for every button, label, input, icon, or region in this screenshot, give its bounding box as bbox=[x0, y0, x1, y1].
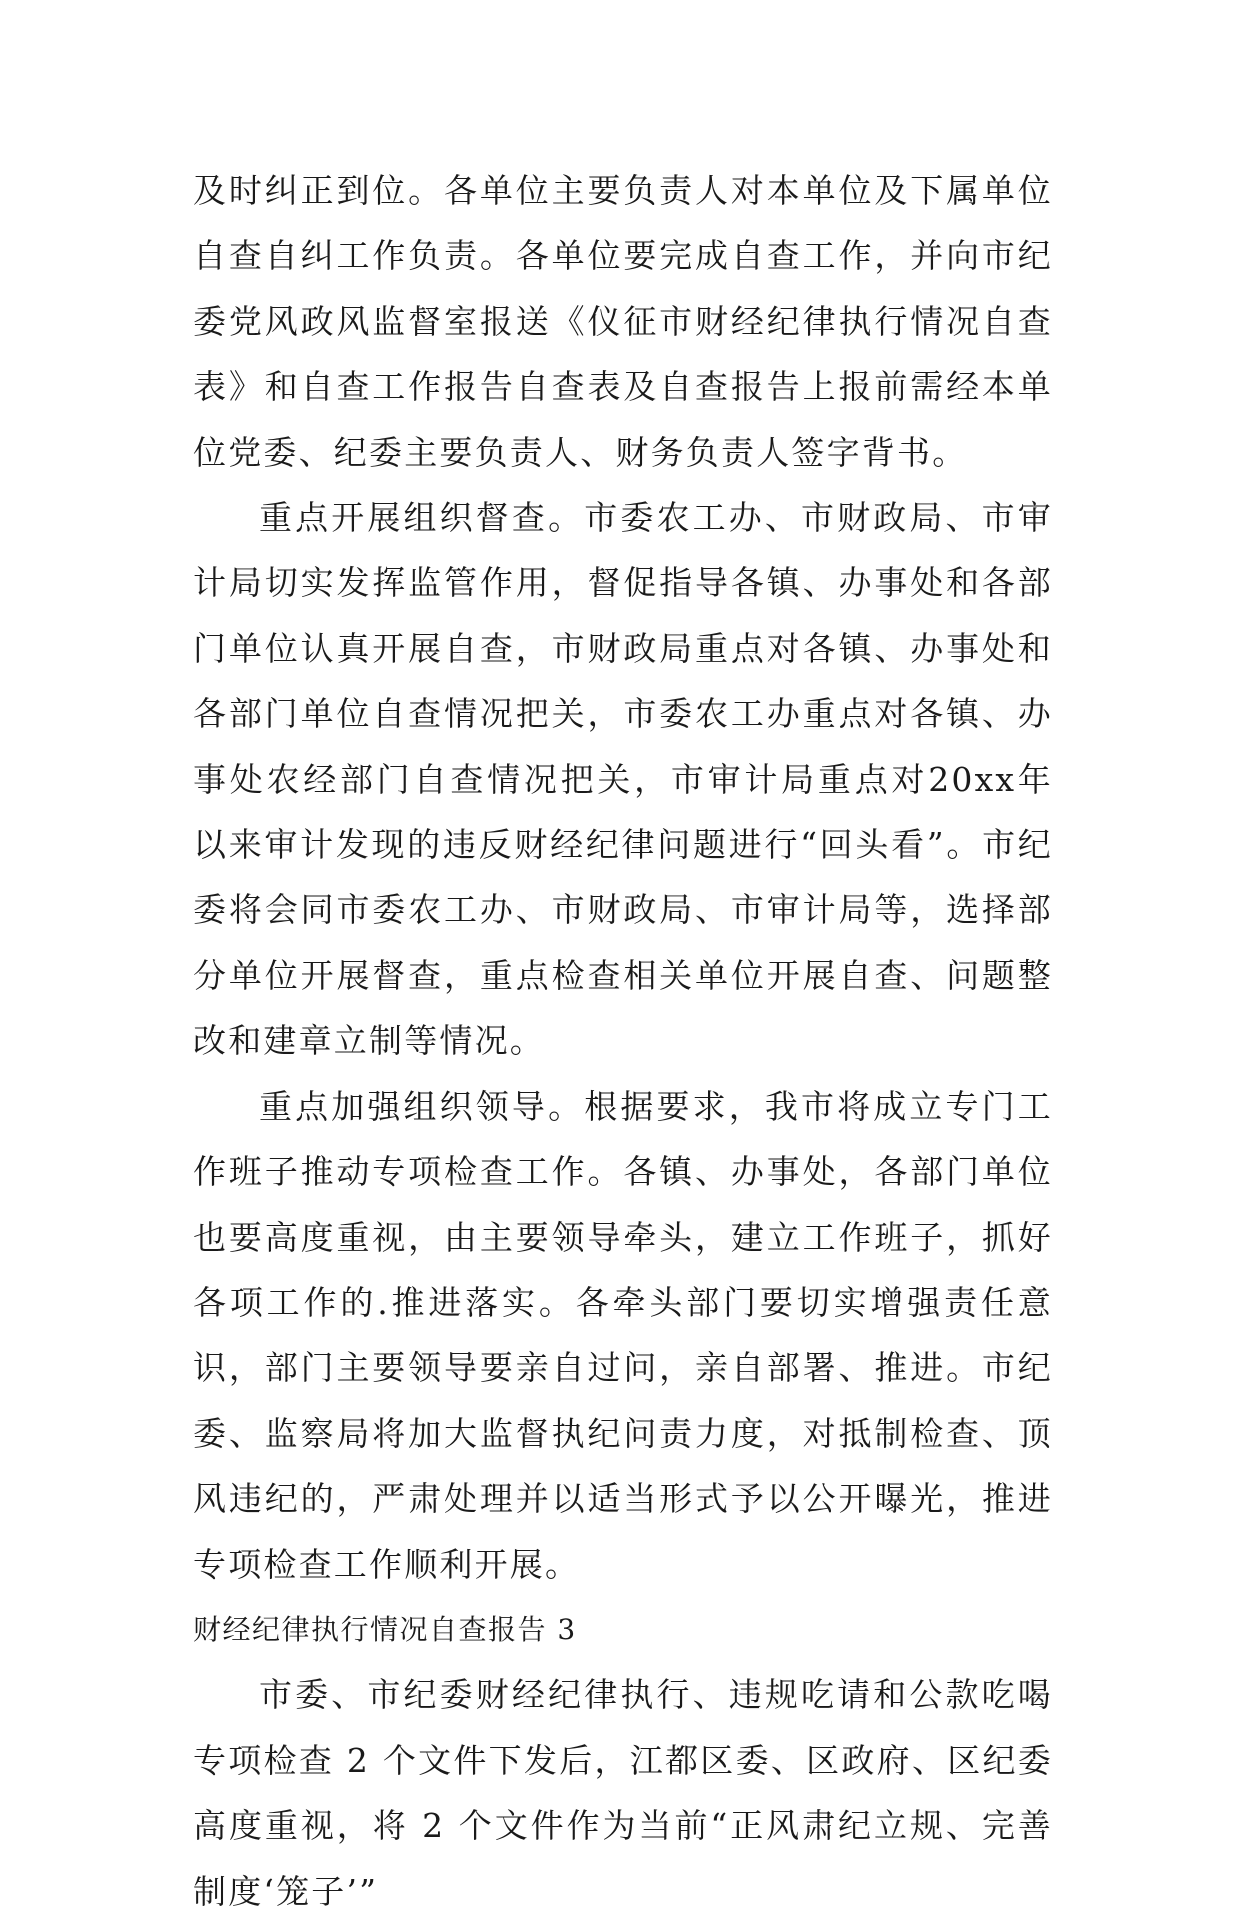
section-title: 财经纪律执行情况自查报告 3 bbox=[193, 1612, 577, 1646]
body-paragraph-4: 市委、市纪委财经纪律执行、违规吃请和公款吃喝专项检查 2 个文件下发后，江都区委、区政府、区纪委高度重视，将 2 个文件作为当前“正风肃纪立规、完善制度‘笼子’” bbox=[193, 1675, 1053, 1911]
document-page bbox=[193, 158, 1053, 1924]
body-paragraph-1: 及时纠正到位。各单位主要负责人对本单位及下属单位自查自纠工作负责。各单位要完成自查工作，并向市纪委党风政风监督室报送《仪征市财经纪律执行情况自查表》和自查工作报告自查表及自查报告上报前需经本单位党委、纪委主要负责人、财务负责人签字背书。 bbox=[193, 171, 1053, 472]
body-paragraph-2: 重点开展组织督查。市委农工办、市财政局、市审计局切实发挥监管作用，督促指导各镇、办事处和各部门单位认真开展自查，市财政局重点对各镇、办事处和各部门单位自查情况把关，市委农工办重点对各镇、办事处农经部门自查情况把关，市审计局重点对20xx年以来审计发现的违反财经纪律问题进行“回头看”。市纪委将会同市委农工办、市财政局、市审计局等，选择部分单位开展督查，重点检查相关单位开展自查、问题整改和建章立制等情况。 bbox=[193, 498, 1053, 1061]
body-paragraph-3: 重点加强组织领导。根据要求，我市将成立专门工作班子推动专项检查工作。各镇、办事处，各部门单位也要高度重视，由主要领导牵头，建立工作班子，抓好各项工作的.推进落实。各牵头部门要切实增强责任意识，部门主要领导要亲自过问，亲自部署、推进。市纪委、监察局将加大监督执纪问责力度，对抵制检查、顶风违纪的，严肃处理并以适当形式予以公开曝光，推进专项检查工作顺利开展。 bbox=[193, 1086, 1053, 1584]
